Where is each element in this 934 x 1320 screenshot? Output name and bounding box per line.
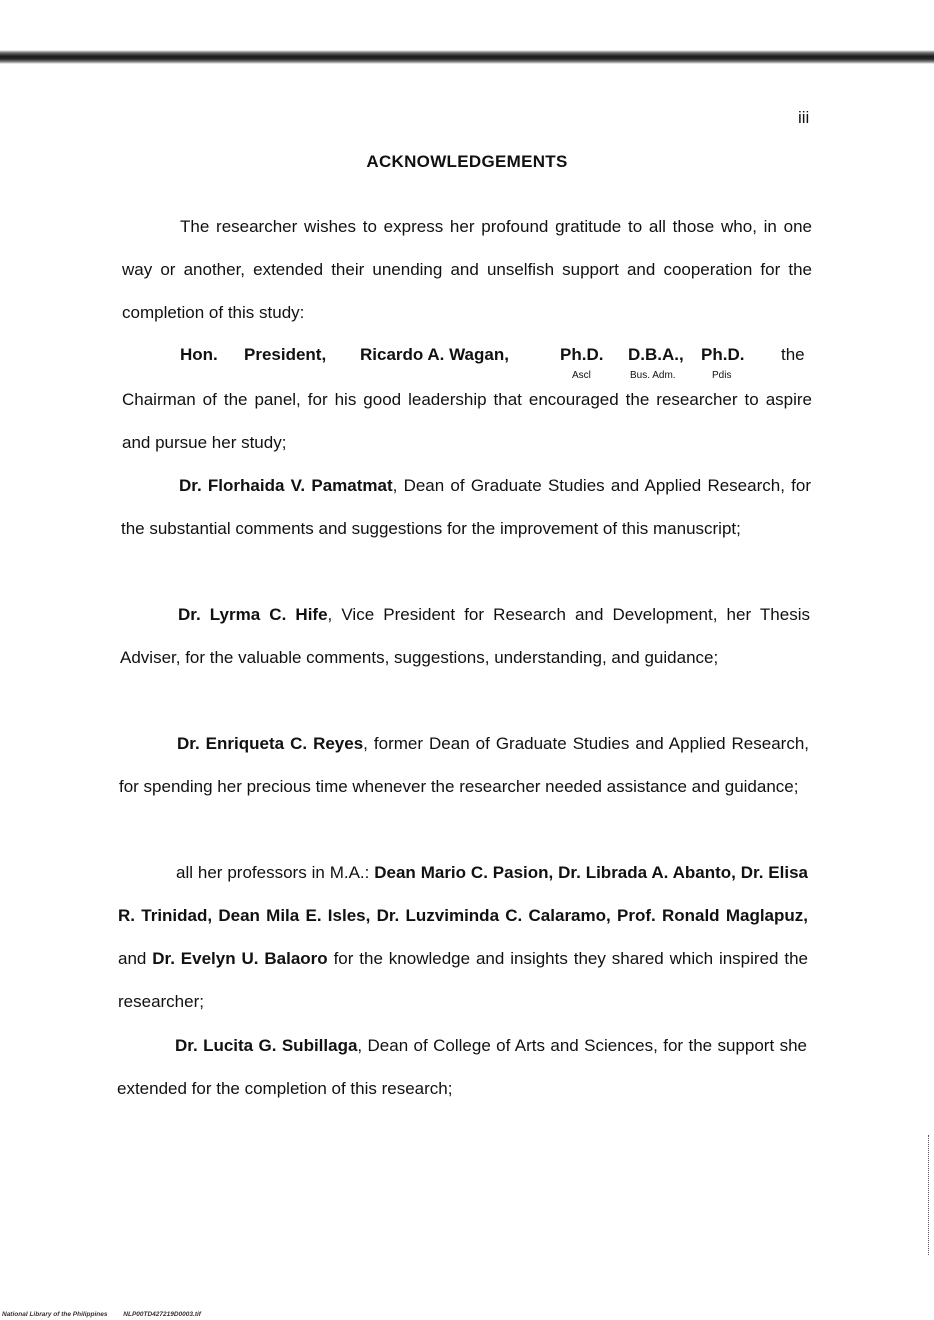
scan-footer	[2, 1311, 215, 1318]
footer-library: National Library of the Philippines	[2, 1311, 108, 1318]
hife-paragraph	[120, 593, 810, 679]
pamatmat-paragraph	[121, 464, 811, 550]
pamatmat-name: Dr. Florhaida V. Pamatmat	[179, 476, 393, 495]
degree-phd-2-field: Pdis	[712, 370, 732, 381]
reyes-paragraph	[119, 722, 809, 808]
reyes-text: , former Dean of Graduate Studies and Applied Research, for spending her precious time whenever the researcher needed assistance and guidance;	[119, 734, 809, 796]
professors-names: Dean Mario C. Pasion, Dr. Librada A. Abanto, Dr. Elisa R. Trinidad, Dean Mila E. Isles, Dr. Luzviminda C. Calaramo, Prof. Ronald Maglapuz,	[118, 863, 808, 925]
subillaga-paragraph	[117, 1024, 807, 1110]
professors-lead: all her professors in M.A.:	[176, 863, 375, 882]
intro-paragraph: The researcher wishes to express her profound gratitude to all those who, in one way or another, extended their unending and unselfish support and cooperation for the completion of this study:	[122, 217, 812, 322]
president-name: Ricardo A. Wagan,	[360, 345, 509, 364]
page-number: iii	[798, 108, 810, 127]
degree-phd-1-field: Ascl	[572, 370, 591, 381]
hife-text: , Vice President for Research and Development, her Thesis Adviser, for the valuable comments, suggestions, understanding, and guidance;	[120, 605, 810, 667]
professors-paragraph	[118, 851, 808, 1023]
professors-text: for the knowledge and insights they shared which inspired the researcher;	[118, 949, 809, 1011]
president-lead-word: the	[781, 345, 805, 364]
margin-scan-dots	[928, 1135, 931, 1255]
degree-phd-1: Ph.D.	[560, 345, 604, 364]
footer-code: NLP00TD427219D0003.tif	[123, 1311, 201, 1318]
hife-name: Dr. Lyrma C. Hife	[178, 605, 328, 624]
degree-phd-2: Ph.D.	[701, 345, 745, 364]
president-title: President,	[244, 345, 327, 364]
degree-dba: D.B.A.,	[628, 345, 684, 364]
reyes-name: Dr. Enriqueta C. Reyes	[177, 734, 364, 753]
subillaga-name: Dr. Lucita G. Subillaga	[175, 1036, 358, 1055]
scan-edge-bar	[0, 50, 934, 64]
pamatmat-text: , Dean of Graduate Studies and Applied Research, for the substantial comments and suggestions for the improvement of this manuscript;	[121, 476, 811, 538]
page-title: ACKNOWLEDGEMENTS	[366, 152, 568, 171]
degree-dba-field: Bus. Adm.	[630, 370, 676, 381]
president-honorific: Hon.	[180, 345, 218, 364]
president-paragraph: Chairman of the panel, for his good leadership that encouraged the researcher to aspire and pursue her study;	[122, 390, 812, 452]
subillaga-text: , Dean of College of Arts and Sciences, for the support she extended for the completion of this research;	[117, 1036, 807, 1098]
professors-and: and	[118, 949, 153, 968]
professors-last-name: Dr. Evelyn U. Balaoro	[152, 949, 328, 968]
